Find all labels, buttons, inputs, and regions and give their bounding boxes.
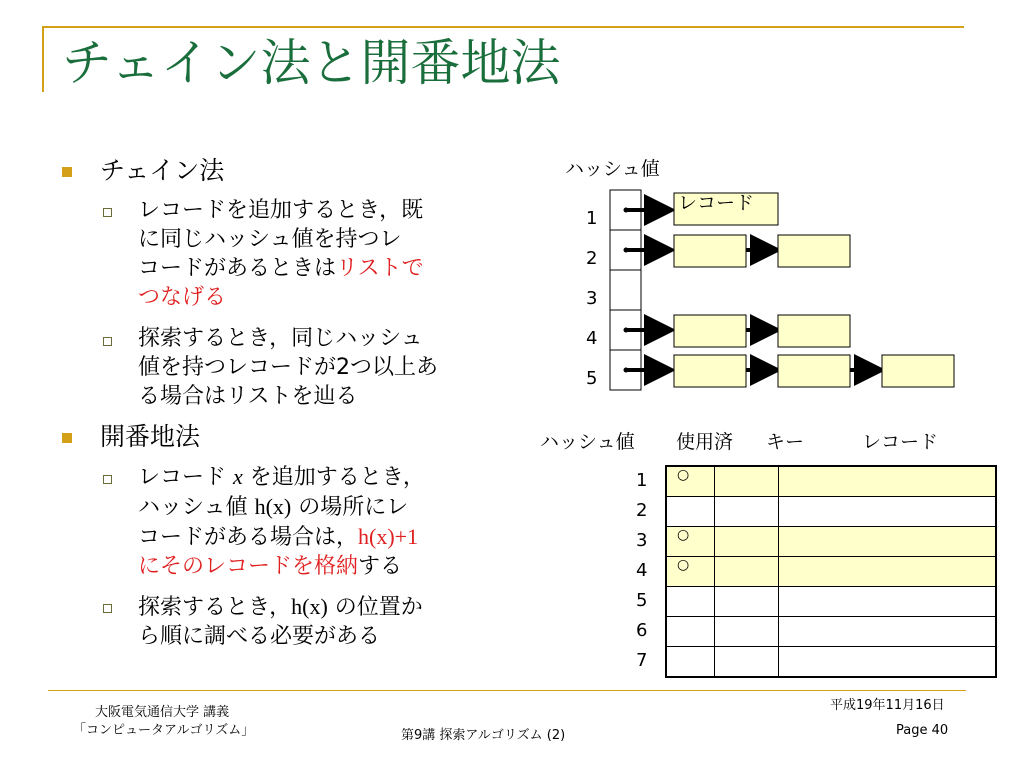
open-sub1-line1: レコード x を追加するとき， [138, 464, 425, 490]
table-cell-used: ○ [666, 466, 714, 497]
chain-sub1-line3: コードがあるときはリストで [138, 256, 424, 281]
record-box [674, 235, 746, 267]
table-row [666, 497, 996, 527]
row-number: 1 [636, 470, 648, 491]
table-cell-used [666, 617, 714, 647]
slot-number: 1 [586, 208, 598, 229]
table-cell-record [778, 557, 996, 587]
table-cell-key [714, 497, 778, 527]
table-cell-key [714, 587, 778, 617]
footer-date: 平成19年11月16日 [830, 698, 945, 713]
footer-course-line2: 「コンピュータアルゴリズム」 [73, 723, 255, 738]
table-cell-key [714, 527, 778, 557]
table-cell-record [778, 527, 996, 557]
record-box [778, 315, 850, 347]
table-cell-record [778, 497, 996, 527]
table-cell-key [714, 466, 778, 497]
table-cell-used: ○ [666, 527, 714, 557]
table-cell-record [778, 617, 996, 647]
expr-hx-plus-1: h(x)+1 [358, 524, 419, 549]
chain-pointer-dot [624, 328, 629, 333]
record-box [674, 315, 746, 347]
open-row-numbers [636, 466, 658, 676]
table-cell-used [666, 647, 714, 678]
var-x: x [233, 464, 243, 489]
row-number: 4 [636, 560, 648, 581]
chain-sub2-line3: る場合はリストを辿る [138, 384, 358, 409]
open-sub1-line2: ハッシュ値 h(x) の場所にレ [138, 494, 409, 520]
chain-sub1-line1: レコードを追加するとき，既 [138, 198, 424, 223]
open-sub1 [138, 462, 425, 581]
slot-number: 3 [586, 288, 598, 309]
chain-sub1 [138, 196, 424, 312]
hash-array [610, 190, 641, 390]
table-row [666, 587, 996, 617]
table-row [666, 557, 996, 587]
footer-course-line1: 大阪電気通信大学 講義 [95, 705, 230, 720]
table-row [666, 527, 996, 557]
table-row [666, 466, 996, 497]
open-sub2-line2: ら順に調べる必要がある [138, 624, 381, 649]
chain-diagram [600, 185, 970, 400]
chain-pointer-dot [624, 368, 629, 373]
open-address-table [665, 465, 997, 678]
table-cell-record [778, 466, 996, 497]
open-header-used: 使用済 [676, 431, 734, 453]
sub-bullet-icon [103, 475, 112, 484]
row-number: 6 [636, 620, 648, 641]
bullet-square-icon [62, 433, 72, 443]
row-number: 3 [636, 530, 648, 551]
bullet-open-heading: 開番地法 [100, 422, 201, 451]
open-sub2-line1: 探索するとき，h(x) の位置か [138, 594, 423, 620]
record-box [882, 355, 954, 387]
sub-bullet-icon [103, 604, 112, 613]
open-header-key: キー [766, 431, 805, 453]
bullet-square-icon [62, 167, 72, 177]
open-sub1-line4: にそのレコードを格納する [138, 554, 403, 579]
record-box [778, 355, 850, 387]
table-cell-key [714, 557, 778, 587]
table-cell-key [714, 647, 778, 678]
table-row [666, 647, 996, 678]
chain-pointer-dot [624, 248, 629, 253]
table-cell-used [666, 497, 714, 527]
slide-title: チェイン法と開番地法 [62, 34, 561, 92]
open-emphasis: にそのレコードを格納 [138, 554, 359, 579]
record-label: レコード [678, 192, 755, 214]
chain-sub2-line1: 探索するとき，同じハッシュ [138, 326, 423, 351]
expr-hx: h(x) [291, 594, 328, 619]
chain-emphasis-1: リストで [336, 256, 424, 281]
slot-number: 2 [586, 248, 598, 269]
chain-sub2 [138, 324, 438, 411]
table-cell-used [666, 587, 714, 617]
footer-page-number: Page 40 [896, 723, 949, 738]
chain-sub2-line2: 値を持つレコードが2つ以上あ [138, 355, 438, 380]
sub-bullet-icon [103, 208, 112, 217]
chain-sub1-line2: に同じハッシュ値を持つレ [138, 227, 402, 252]
open-header-record: レコード [862, 431, 939, 453]
row-number: 7 [636, 650, 648, 671]
chain-hash-header: ハッシュ値 [565, 158, 660, 180]
expr-hx: h(x) [254, 494, 292, 519]
slot-number: 4 [586, 328, 598, 349]
footer-rule [48, 690, 966, 691]
row-number: 5 [636, 590, 648, 611]
bullet-chain-heading: チェイン法 [100, 156, 225, 185]
table-row [666, 617, 996, 647]
table-cell-record [778, 587, 996, 617]
chain-pointer-dot [624, 208, 629, 213]
chain-emphasis-2: つなげる [138, 285, 227, 310]
record-box [778, 235, 850, 267]
open-sub2 [138, 592, 423, 651]
slot-number: 5 [586, 368, 598, 389]
footer-lecture: 第9講 探索アルゴリズム (2) [401, 728, 566, 743]
table-cell-record [778, 647, 996, 678]
sub-bullet-icon [103, 337, 112, 346]
row-number: 2 [636, 500, 648, 521]
open-sub1-line3: コードがある場合は，h(x)+1 [138, 524, 419, 550]
open-header-hash: ハッシュ値 [540, 431, 635, 453]
title-rule-left [42, 26, 44, 92]
table-cell-used: ○ [666, 557, 714, 587]
record-box [674, 355, 746, 387]
table-cell-key [714, 617, 778, 647]
